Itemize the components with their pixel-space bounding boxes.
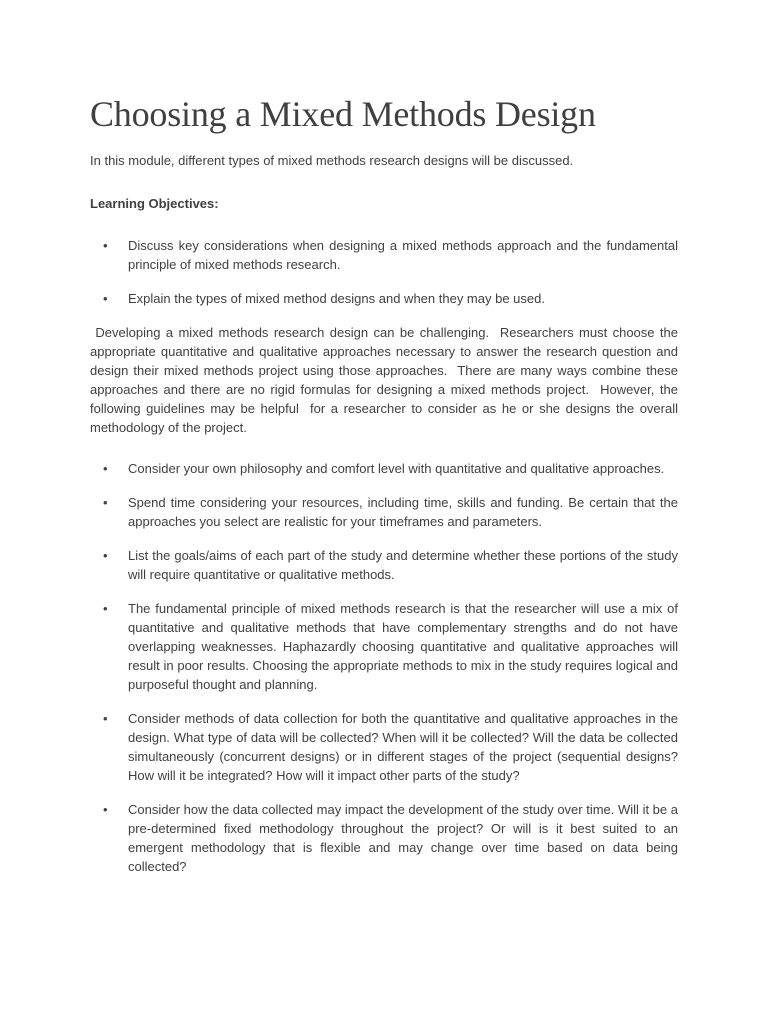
list-item-text: List the goals/aims of each part of the study and determine whether these portions of the study will require quantitative or qualitative methods. bbox=[128, 548, 678, 582]
bullet-icon: • bbox=[103, 291, 108, 306]
list-item-text: The fundamental principle of mixed methods research is that the researcher will use a mix of quantitative and qualitative methods that have complementary strengths and do not have overlapping weaknesses. Haphazardly choosing quantitative and qualitative approaches will result in poor results. Choosing the appropriate methods to mix in the study requires logical and purposeful thought and planning. bbox=[128, 601, 678, 692]
list-item bbox=[90, 800, 678, 876]
guidelines-list bbox=[90, 459, 678, 876]
list-item bbox=[90, 289, 678, 308]
list-item bbox=[90, 493, 678, 531]
bullet-icon: • bbox=[103, 461, 108, 476]
list-item bbox=[90, 709, 678, 785]
list-item-text: Consider methods of data collection for both the quantitative and qualitative approaches in the design. What type of data will be collected? When will it be collected? Will the data be collected simultaneously (concurrent designs) or in different stages of the project (sequential designs? How will it be integrated? How will it impact other parts of the study? bbox=[128, 711, 678, 783]
bullet-icon: • bbox=[103, 601, 108, 616]
document-page bbox=[90, 92, 682, 876]
learning-objectives-list bbox=[90, 236, 678, 308]
bullet-icon: • bbox=[103, 238, 108, 253]
bullet-icon: • bbox=[103, 711, 108, 726]
page-title: Choosing a Mixed Methods Design bbox=[90, 94, 596, 134]
list-item bbox=[90, 459, 678, 478]
intro-paragraph: In this module, different types of mixed methods research designs will be discussed. bbox=[90, 153, 574, 168]
list-item bbox=[90, 599, 678, 694]
list-item-text: Spend time considering your resources, including time, skills and funding. Be certain that the approaches you select are realistic for your timeframes and parameters. bbox=[128, 495, 678, 529]
list-item-text: Consider your own philosophy and comfort level with quantitative and qualitative approaches. bbox=[128, 461, 665, 476]
bullet-icon: • bbox=[103, 495, 108, 510]
list-item-text: Discuss key considerations when designing a mixed methods approach and the fundamental principle of mixed methods research. bbox=[128, 238, 678, 272]
bullet-icon: • bbox=[103, 548, 108, 563]
list-item bbox=[90, 546, 678, 584]
learning-objectives-heading: Learning Objectives: bbox=[90, 196, 219, 211]
body-paragraph: Developing a mixed methods research design can be challenging. Researchers must choose the appropriate quantitative and qualitative approaches necessary to answer the research question and design their mixed methods project using those approaches. There are many ways combine these approaches and there are no rigid formulas for designing a mixed methods project. However, the following guidelines may be helpful for a researcher to consider as he or she designs the overall methodology of the project. bbox=[90, 325, 682, 435]
bullet-icon: • bbox=[103, 802, 108, 817]
list-item-text: Explain the types of mixed method designs and when they may be used. bbox=[128, 291, 545, 306]
list-item-text: Consider how the data collected may impact the development of the study over time. Will it be a pre-determined fixed methodology throughout the project? Or will is it best suited to an emergent methodology that is flexible and may change over time based on data being collected? bbox=[128, 802, 678, 874]
list-item bbox=[90, 236, 678, 274]
